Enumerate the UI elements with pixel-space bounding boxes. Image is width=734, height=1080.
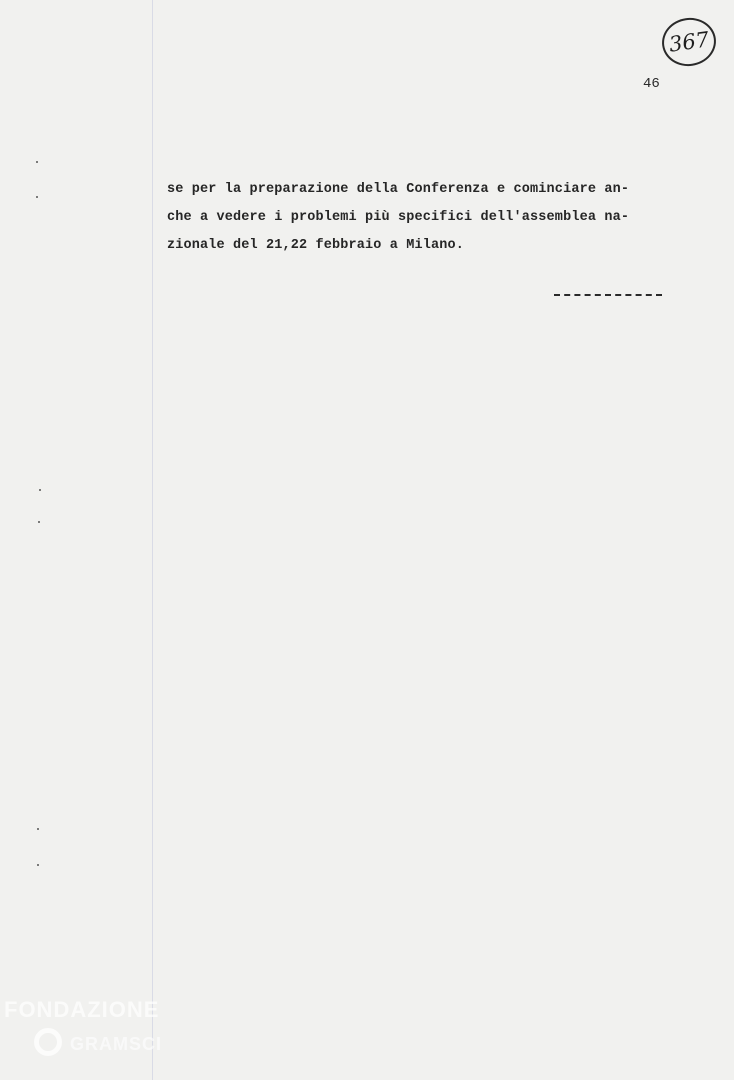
margin-punch-mark [37, 864, 39, 866]
margin-punch-mark [37, 828, 39, 830]
watermark-text: FONDAZIONE [4, 997, 160, 1022]
margin-punch-mark [38, 521, 40, 523]
archive-number-text: 367 [667, 27, 711, 57]
margin-punch-mark [36, 161, 38, 163]
page-number: 46 [643, 76, 660, 92]
closing-dashed-rule [554, 294, 662, 296]
handwritten-archive-number [659, 14, 719, 69]
text-line: se per la preparazione della Conferenza e cominciare an- [167, 182, 630, 197]
margin-punch-mark [39, 489, 41, 491]
margin-rule [152, 0, 153, 1080]
text-line: che a vedere i problemi più specifici dell'assemblea na- [167, 210, 630, 225]
margin-punch-mark [36, 196, 38, 198]
body-text [167, 176, 687, 260]
watermark-subtext: GRAMSCI [70, 1034, 162, 1054]
text-line: zionale del 21,22 febbraio a Milano. [167, 238, 465, 253]
watermark-logo-icon [34, 1028, 62, 1056]
